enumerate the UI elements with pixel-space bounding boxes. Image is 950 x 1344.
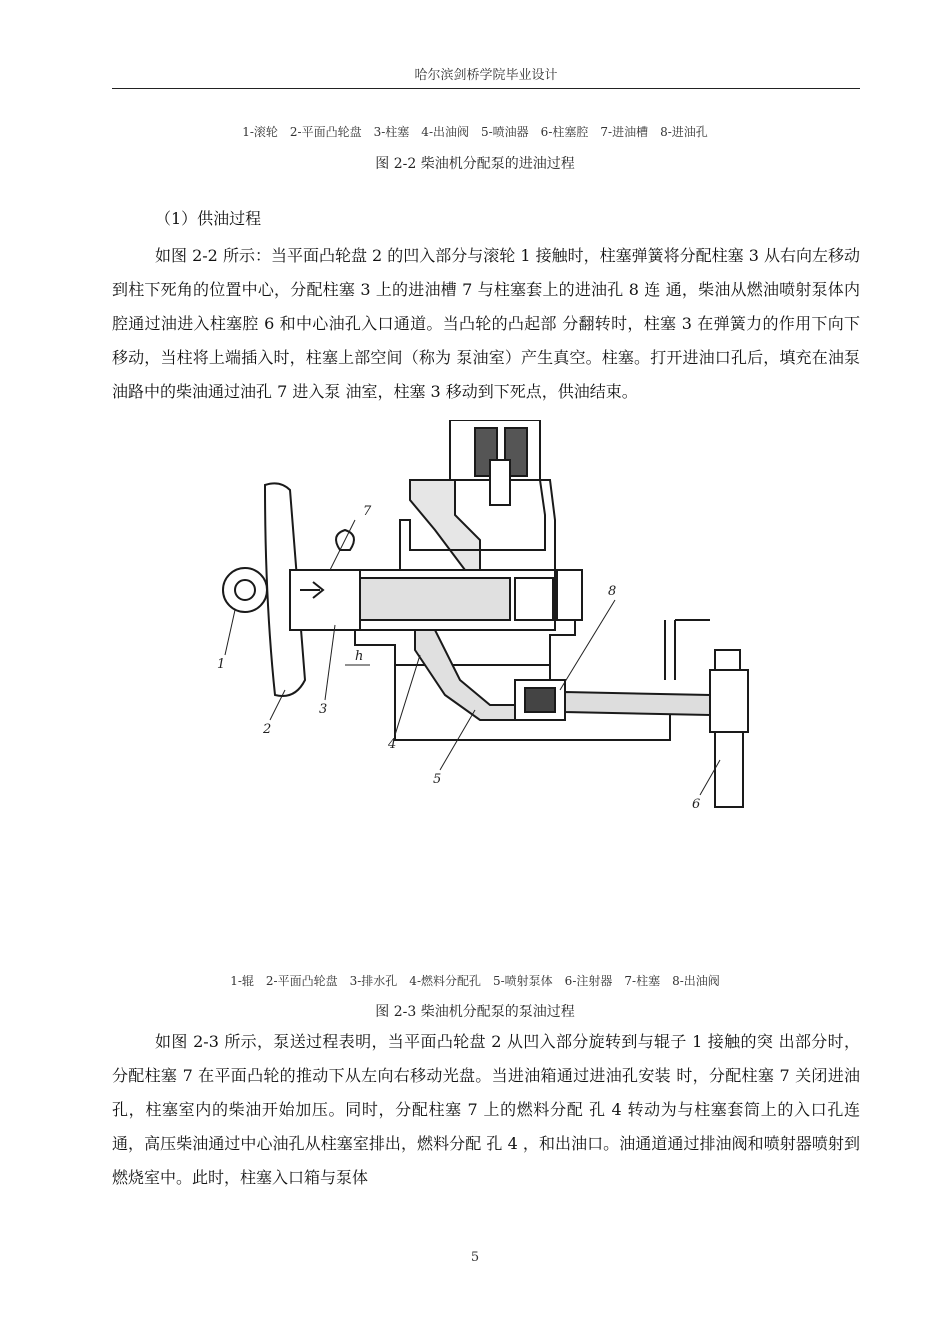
paragraph-pumping-text: 如图 2-3 所示，泵送过程表明，当平面凸轮盘 2 从凹入部分旋转到与辊子 1 接触的突 出部分时，分配柱塞 7 在平面凸轮的推动下从左向右移动光盘。当进油箱通过进油孔安装 时，分配柱塞 7 关闭进油孔，柱塞室内的柴油开始加压。同时，分配柱塞 7 上的燃料分配 孔 4 转动为与柱塞套筒上的入口孔连通，高压柴油通过中心油孔从柱塞室排出，燃料分配 孔 4 ，和出油口。油通道通过排油阀和喷射器喷射到燃烧室中。此时，柱塞入口箱与泵体 [112,1032,860,1187]
pump-diagram [195,420,765,850]
label-1: 1 [217,657,226,672]
plunger-chamber [360,578,510,620]
leader-4 [395,655,420,735]
label-6: 6 [692,797,701,812]
outlet-pipe [565,692,710,715]
inlet-duct [410,480,480,570]
label-h: h [355,649,364,664]
injector-head [710,670,748,732]
label-8: 8 [608,584,617,599]
paragraph-intake [112,239,860,409]
header-rule [112,88,860,89]
figure-2-3-caption: 图 2-3 柴油机分配泵的泵油过程 [375,1004,575,1020]
roller-hub [235,580,255,600]
leader-3 [325,625,335,700]
page-header: 哈尔滨剑桥学院毕业设计 [414,68,558,83]
section-heading: （1）供油过程 [155,209,262,228]
plunger-rod [290,570,360,630]
figure-2-3-legend: 1-辊 2-平面凸轮盘 3-排水孔 4-燃料分配孔 5-喷射泵体 6-注射器 7-柱塞 8-出油阀 [230,974,720,988]
paragraph-pumping [112,1025,860,1195]
adjust-screw [515,578,553,620]
leader-7 [330,520,355,570]
solenoid-core [490,460,510,505]
figure-2-2-legend: 1-滚轮 2-平面凸轮盘 3-柱塞 4-出油阀 5-喷油器 6-柱塞腔 7-进油槽 8-进油孔 [242,125,708,139]
injector-cap [715,650,740,670]
page-number: 5 [470,1250,480,1265]
roller [223,568,267,612]
paragraph-intake-text: 如图 2-2 所示：当平面凸轮盘 2 的凹入部分与滚轮 1 接触时，柱塞弹簧将分配柱塞 3 从右向左移动到柱下死角的位置中心，分配柱塞 3 上的进油槽 7 与柱塞套上的进油孔 8 连 通，柴油从燃油喷射泵体内腔通过油进入柱塞腔 6 和中心油孔入口通道。当凸轮的凸起部 分翻转时，柱塞 3 在弹簧力的作用下向下移动，当柱将上端插入时，柱塞上部空间（称为 泵油室）产生真空。柱塞。打开进油口孔后，填充在油泵油路中的柴油通过油孔 7 进入泵 油室，柱塞 3 移动到下死点，供油结束。 [112,246,860,401]
valve-spring [525,688,555,712]
label-3: 3 [319,702,328,717]
nut [557,570,582,620]
return-line [665,620,710,680]
injector-body [715,732,743,807]
figure-2-2-caption: 图 2-2 柴油机分配泵的进油过程 [375,156,575,172]
leader-1 [225,610,235,655]
label-4: 4 [388,737,397,752]
leader-6 [700,760,720,795]
label-2: 2 [263,722,272,737]
label-5: 5 [433,772,442,787]
label-7: 7 [363,504,372,519]
fuel-passage [415,630,515,720]
